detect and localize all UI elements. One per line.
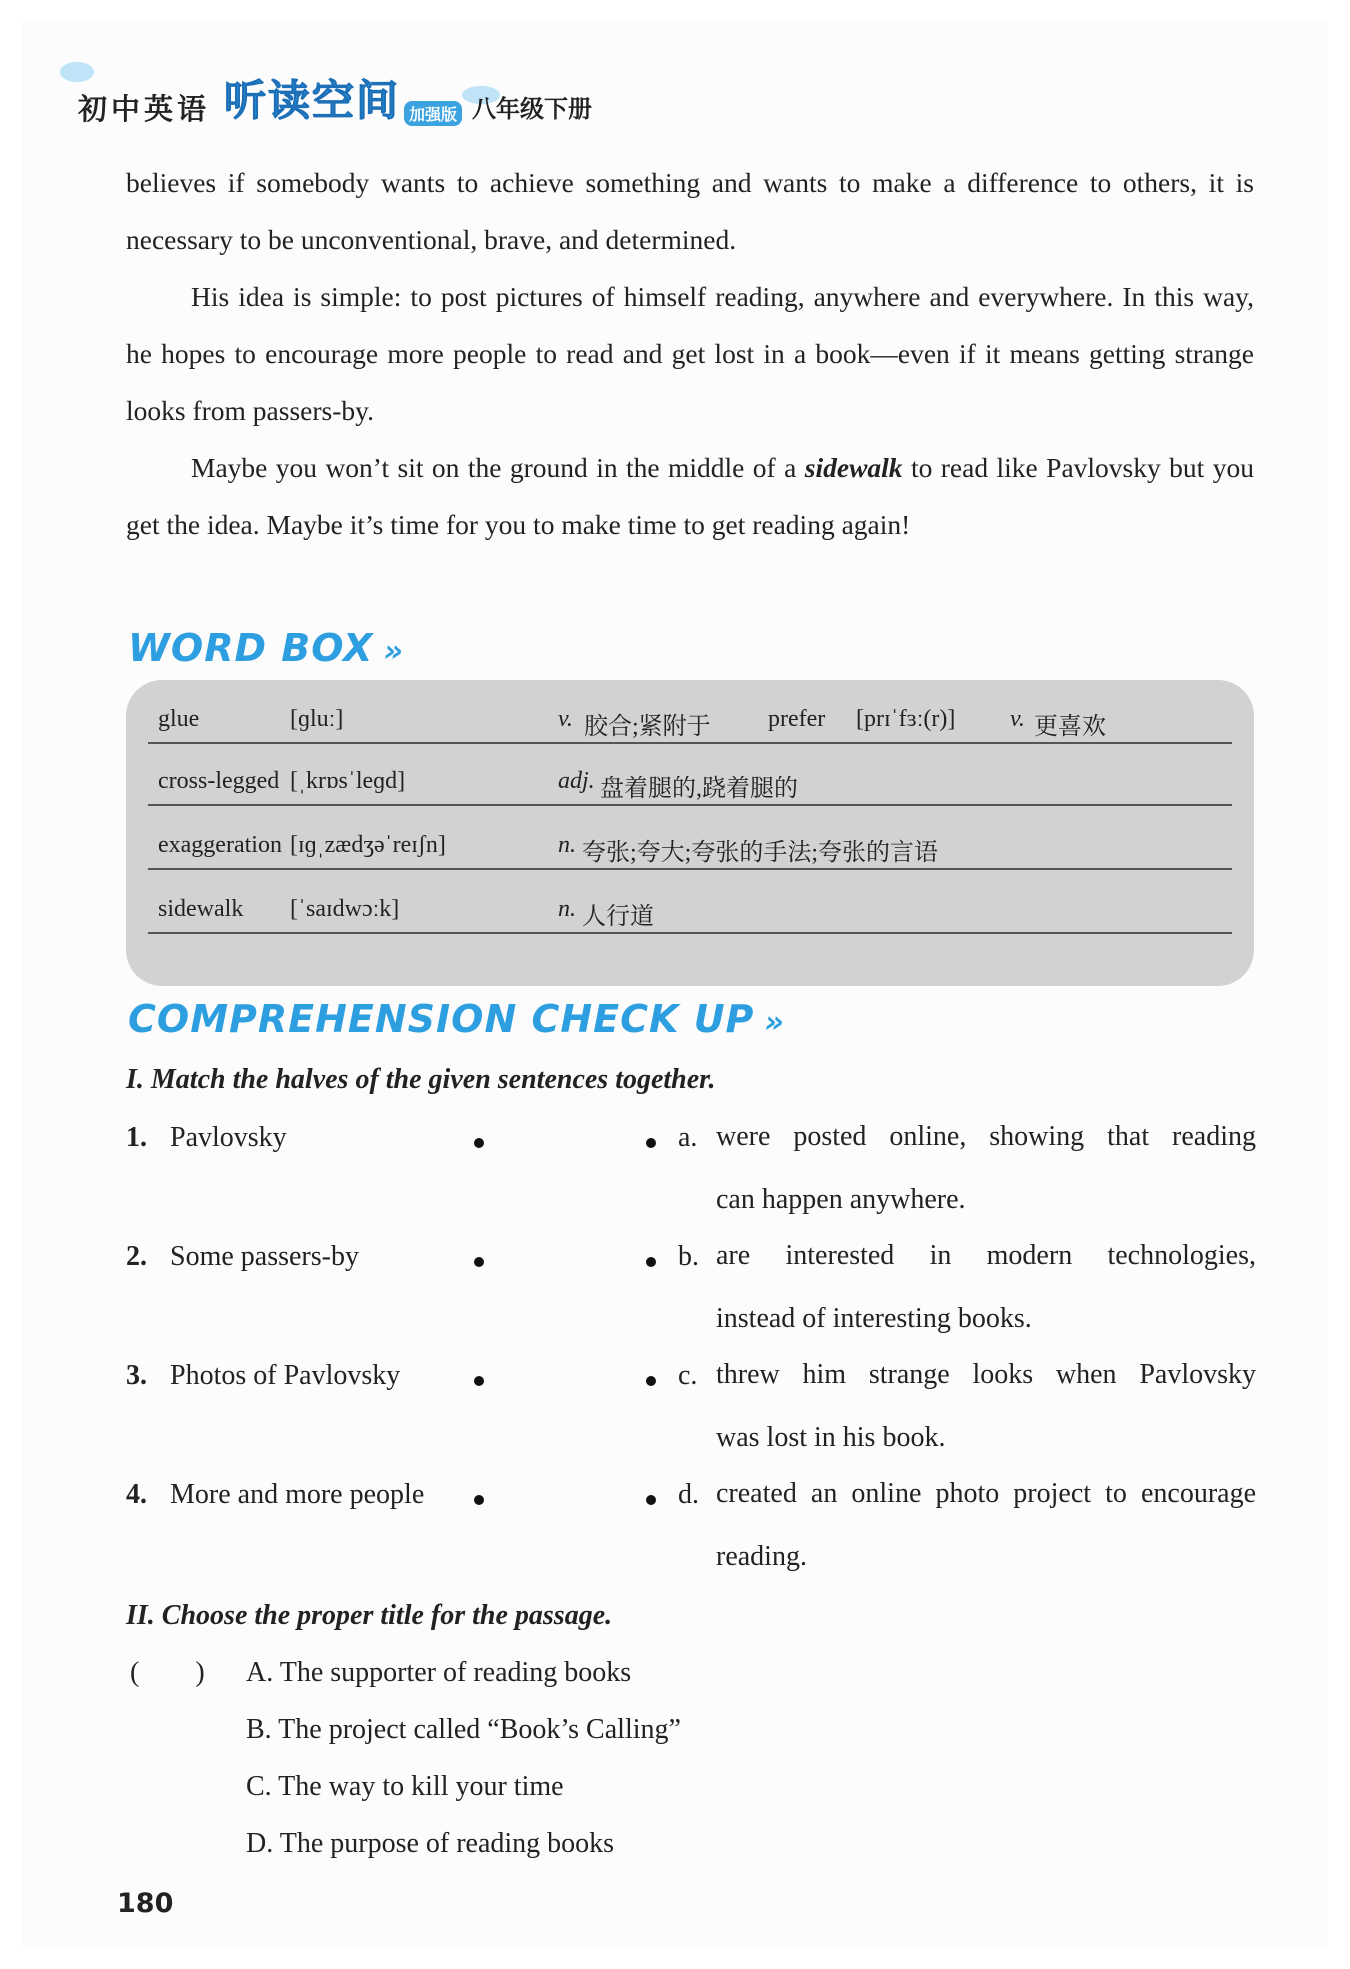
series-title: 初中英语 bbox=[78, 92, 211, 126]
sentence-start: Pavlovsky bbox=[170, 1122, 287, 1153]
sentence-end: threw him strange looks when Pavlovsky bbox=[716, 1359, 1256, 1390]
part-of-speech: v. bbox=[1010, 706, 1025, 732]
sentence-end-continued: can happen anywhere. bbox=[716, 1184, 966, 1215]
phonetic: [ˌkrɒsˈleɡd] bbox=[290, 768, 406, 794]
choice-c[interactable]: C. The way to kill your time bbox=[246, 1771, 564, 1802]
page-header bbox=[78, 78, 592, 128]
part-of-speech: n. bbox=[558, 832, 576, 858]
brand-logo: 听读空间 bbox=[224, 76, 401, 125]
item-number: 1. bbox=[126, 1122, 147, 1153]
option-letter: a. bbox=[678, 1122, 698, 1153]
passage bbox=[126, 154, 1254, 553]
match-dot-left[interactable] bbox=[474, 1376, 484, 1386]
phonetic: [prɪˈfɜː(r)] bbox=[856, 706, 956, 732]
phonetic: [ɡluː] bbox=[290, 706, 344, 732]
match-row bbox=[126, 1122, 1256, 1242]
part-1-instruction: I. Match the halves of the given sentences together. bbox=[126, 1064, 716, 1095]
answer-blank[interactable]: ( ) bbox=[130, 1657, 205, 1688]
sentence-end-continued: was lost in his book. bbox=[716, 1422, 946, 1453]
meaning: 更喜欢 bbox=[1034, 714, 1106, 740]
match-row bbox=[126, 1241, 1256, 1361]
meaning: 胶合;紧附于 bbox=[584, 714, 711, 740]
match-dot-right[interactable] bbox=[646, 1138, 656, 1148]
option-letter: d. bbox=[678, 1479, 699, 1510]
phonetic: [ɪɡˌzædʒəˈreɪʃn] bbox=[290, 832, 446, 858]
sentence-end: are interested in modern technologies, bbox=[716, 1240, 1256, 1271]
word-row bbox=[148, 680, 1232, 744]
word: cross-legged bbox=[158, 768, 280, 794]
option-letter: c. bbox=[678, 1360, 698, 1391]
part-of-speech: v. bbox=[558, 706, 573, 732]
word-box-heading: WORD BOX » bbox=[128, 626, 404, 670]
match-row bbox=[126, 1479, 1256, 1599]
meaning: 人行道 bbox=[582, 904, 654, 930]
sentence-end: were posted online, showing that reading bbox=[716, 1121, 1256, 1152]
grade-label: 八年级下册 bbox=[472, 95, 593, 123]
match-dot-left[interactable] bbox=[474, 1495, 484, 1505]
word-row bbox=[148, 806, 1232, 870]
double-chevron-icon: » bbox=[383, 634, 404, 669]
word-row bbox=[148, 742, 1232, 806]
paragraph-1: believes if somebody wants to achieve something and wants to make a difference to others, it is necessary to be unconventional, brave, and determined. bbox=[126, 167, 1254, 255]
match-dot-left[interactable] bbox=[474, 1138, 484, 1148]
choice-a[interactable]: A. The supporter of reading books bbox=[246, 1657, 632, 1688]
sentence-start: More and more people bbox=[170, 1479, 425, 1510]
paragraph-2: His idea is simple: to post pictures of himself reading, anywhere and everywhere. In this way, he hopes to encourage more people to read and get lost in a book—even if it means getting strange looks from passers-by. bbox=[126, 281, 1254, 426]
item-number: 2. bbox=[126, 1241, 147, 1272]
match-dot-right[interactable] bbox=[646, 1495, 656, 1505]
part-of-speech: n. bbox=[558, 896, 576, 922]
match-dot-left[interactable] bbox=[474, 1257, 484, 1267]
sentence-start: Some passers-by bbox=[170, 1241, 359, 1272]
part-2-instruction: II. Choose the proper title for the passage. bbox=[126, 1600, 613, 1631]
edition-badge: 加强版 bbox=[404, 101, 462, 126]
double-chevron-icon: » bbox=[764, 1005, 785, 1040]
choice-b[interactable]: B. The project called “Book’s Calling” bbox=[246, 1714, 681, 1745]
match-dot-right[interactable] bbox=[646, 1376, 656, 1386]
choice-d[interactable]: D. The purpose of reading books bbox=[246, 1828, 615, 1859]
meaning: 盘着腿的,跷着腿的 bbox=[600, 776, 798, 802]
part-of-speech: adj. bbox=[558, 768, 595, 794]
item-number: 3. bbox=[126, 1360, 147, 1391]
word: glue bbox=[158, 706, 200, 732]
comprehension-heading: COMPREHENSION CHECK UP » bbox=[128, 997, 785, 1041]
page-number: 180 bbox=[117, 1888, 174, 1919]
word: prefer bbox=[768, 706, 826, 732]
item-number: 4. bbox=[126, 1479, 147, 1510]
sentence-end-continued: reading. bbox=[716, 1541, 807, 1572]
match-dot-right[interactable] bbox=[646, 1257, 656, 1267]
word: sidewalk bbox=[158, 896, 244, 922]
phonetic: [ˈsaɪdwɔːk] bbox=[290, 896, 400, 922]
keyword-sidewalk: sidewalk bbox=[804, 452, 903, 483]
option-letter: b. bbox=[678, 1241, 699, 1272]
word-row bbox=[148, 870, 1232, 934]
word: exaggeration bbox=[158, 832, 282, 858]
sentence-end-continued: instead of interesting books. bbox=[716, 1303, 1032, 1334]
match-row bbox=[126, 1360, 1256, 1480]
sentence-start: Photos of Pavlovsky bbox=[170, 1360, 401, 1391]
sentence-end: created an online photo project to encourage bbox=[716, 1478, 1256, 1509]
word-box bbox=[126, 680, 1254, 986]
paragraph-3: Maybe you won’t sit on the ground in the middle of a sidewalk to read like Pavlovsky but you get the idea. Maybe it’s time for you to make time to get reading again! bbox=[126, 452, 1254, 540]
meaning: 夸张;夸大;夸张的手法;夸张的言语 bbox=[582, 840, 939, 866]
